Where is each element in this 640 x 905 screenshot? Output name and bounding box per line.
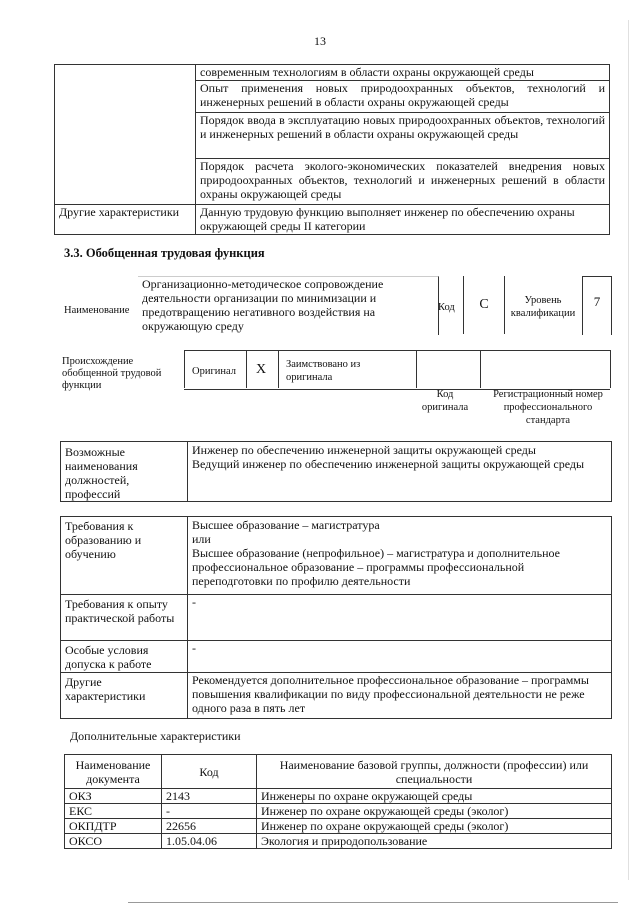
table-row bbox=[61, 517, 612, 595]
origin-label: Происхождение обобщенной трудовой функции bbox=[62, 356, 162, 391]
position-line: Ведущий инженер по обеспечению инженерной защиты окружающей среды bbox=[192, 457, 585, 471]
table-cell: современным технологиям в области охраны окружающей среды bbox=[196, 65, 610, 81]
table-cell: Опыт применения новых природоохранных объектов, технологий и инженерных решений в области охраны окружающей среды bbox=[196, 81, 610, 113]
code-label: Код bbox=[438, 302, 455, 313]
table-cell-label: Требования к опыту практической работы bbox=[61, 595, 188, 641]
cell-code: 22656 bbox=[162, 819, 257, 834]
knowledge-table bbox=[54, 64, 610, 235]
page-number: 13 bbox=[314, 34, 326, 48]
table-row bbox=[61, 442, 612, 502]
cell-doc: ОКПДТР bbox=[65, 819, 162, 834]
table-cell-empty bbox=[55, 65, 196, 205]
table-cell-label: Особые условия допуска к работе bbox=[61, 641, 188, 673]
cell-name: Экология и природопользование bbox=[257, 834, 612, 849]
origin-divider bbox=[246, 350, 247, 388]
table-cell: - bbox=[188, 595, 612, 641]
cell-name: Инженер по охране окружающей среды (эколог) bbox=[257, 804, 612, 819]
cell-doc: ОКЗ bbox=[65, 789, 162, 804]
original-mark: X bbox=[256, 362, 267, 377]
table-cell: Порядок расчета эколого-экономических показателей внедрения новых природоохранных объектов, технологий и инженерных решений в области охраны окружающей среды bbox=[196, 159, 610, 205]
cell-name: Инженеры по охране окружающей среды bbox=[257, 789, 612, 804]
reg-caption: Регистрационный номер профессионального стандарта bbox=[493, 389, 603, 426]
additional-title: Дополнительные характеристики bbox=[70, 729, 241, 743]
original-label: Оригинал bbox=[192, 366, 236, 377]
table-row bbox=[55, 65, 610, 81]
table-row bbox=[55, 205, 610, 235]
table-row bbox=[65, 834, 612, 849]
table-cell: - bbox=[188, 641, 612, 673]
table-cell bbox=[188, 442, 612, 502]
cell-doc: ОКСО bbox=[65, 834, 162, 849]
page-edge bbox=[628, 20, 629, 880]
level-value: 7 bbox=[582, 276, 612, 335]
borrowed-label: Заимствовано из оригинала bbox=[286, 359, 361, 383]
requirements-table bbox=[60, 516, 612, 719]
cell-doc: ЕКС bbox=[65, 804, 162, 819]
table-row bbox=[65, 789, 612, 804]
table-header-row bbox=[65, 755, 612, 789]
table-cell: Рекомендуется дополнительное профессиональное образование – программы повышения квалификации по виду профессиональной деятельности не реже одного раза в пять лет bbox=[188, 673, 612, 719]
header-doc: Наименование документа bbox=[65, 755, 162, 789]
table-cell-label: Требования к образованию и обучению bbox=[61, 517, 188, 595]
origin-divider bbox=[480, 350, 481, 388]
origin-divider bbox=[610, 350, 611, 388]
table-row bbox=[65, 819, 612, 834]
header-code: Код bbox=[162, 755, 257, 789]
table-cell-label: Другие характеристики bbox=[61, 673, 188, 719]
table-row bbox=[65, 804, 612, 819]
name-value: Организационно-методическое сопровождение деятельности организации по минимизации и предотвращению негативного воздействия на окружающую среду bbox=[138, 276, 439, 335]
code-value: С bbox=[463, 276, 505, 334]
table-cell-label: Другие характеристики bbox=[55, 205, 196, 235]
origin-divider bbox=[416, 350, 417, 388]
table-cell: Порядок ввода в эксплуатацию новых природоохранных объектов, технологий и инженерных решений в области охраны окружающей среды bbox=[196, 113, 610, 159]
header-name: Наименование базовой группы, должности (профессии) или специальности bbox=[257, 755, 612, 789]
cell-code: 2143 bbox=[162, 789, 257, 804]
position-line: Инженер по обеспечению инженерной защиты окружающей среды bbox=[192, 443, 536, 457]
cell-name: Инженер по охране окружающей среды (эколог) bbox=[257, 819, 612, 834]
table-cell-label: Возможные наименования должностей, профессий bbox=[61, 442, 188, 502]
section-title: 3.3. Обобщенная трудовая функция bbox=[64, 246, 265, 260]
additional-table bbox=[64, 754, 612, 849]
origin-divider bbox=[278, 350, 279, 388]
page-bottom-rule bbox=[128, 902, 618, 903]
table-row bbox=[61, 641, 612, 673]
name-label: Наименование bbox=[64, 305, 130, 316]
origin-divider bbox=[184, 350, 185, 388]
positions-table bbox=[60, 441, 612, 502]
cell-code: 1.05.04.06 bbox=[162, 834, 257, 849]
table-row bbox=[61, 673, 612, 719]
table-row bbox=[61, 595, 612, 641]
level-label: Уровень квалификации bbox=[510, 295, 576, 319]
cell-code: - bbox=[162, 804, 257, 819]
code-caption: Код оригинала bbox=[421, 389, 469, 413]
table-cell: Данную трудовую функцию выполняет инженер по обеспечению охраны окружающей среды II категории bbox=[196, 205, 610, 235]
table-cell: Высшее образование – магистратура или Высшее образование (непрофильное) – магистратура и дополнительное профессиональное образование – программы профессиональной переподготовки по профилю деятельности bbox=[188, 517, 612, 595]
